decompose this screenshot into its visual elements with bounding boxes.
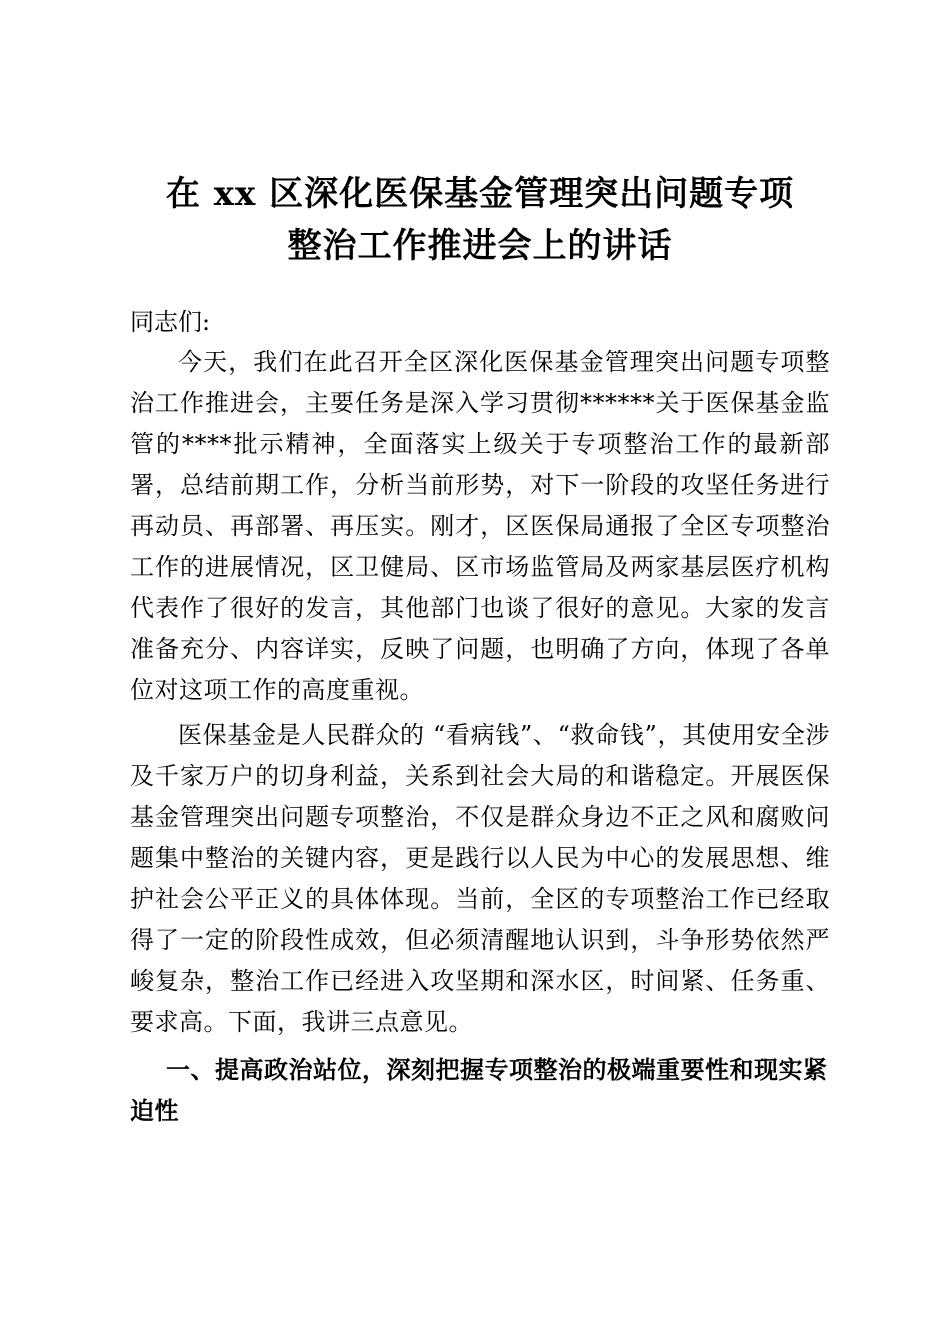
title-line-2: 整治工作推进会上的讲话 (287, 226, 673, 266)
salutation: 同志们: (130, 308, 211, 336)
paragraph-background: 医保基金是人民群众的 “看病钱”、“救命钱”，其使用安全涉及千家万户的切身利益，关系到社会大局的和谐稳定。开展医保基金管理突出问题专项整治，不仅是群众身边不正之风和腐败问题集中整治的关键内容，更是践行以人民为中心的发展思想、维护社会公平正义的具体体现。当前，全区的专项整治工作已经取得了一定的阶段性成效，但必须清醒地认识到，斗争形势依然严峻复杂，整治工作已经进入攻坚期和深水区，时间紧、任务重、要求高。下面，我讲三点意见。 (130, 721, 830, 1036)
title-line-1: 在 xx 区深化医保基金管理突出问题专项 (165, 174, 795, 214)
paragraph-opening: 今天，我们在此召开全区深化医保基金管理突出问题专项整治工作推进会，主要任务是深入学习贯彻******关于医保基金监管的****批示精神，全面落实上级关于专项整治工作的最新部署，总结前期工作，分析当前形势，对下一阶段的攻坚任务进行再动员、再部署、再压实。刚才，区医保局通报了全区专项整治工作的进展情况，区卫健局、区市场监管局及两家基层医疗机构代表作了很好的发言，其他部门也谈了很好的意见。大家的发言准备充分、内容详实，反映了问题，也明确了方向，体现了各单位对这项工作的高度重视。 (130, 348, 830, 704)
document-title (130, 168, 830, 272)
section-heading-1: 一、提高政治站位，深刻把握专项整治的极端重要性和现实紧迫性 (130, 1055, 828, 1125)
